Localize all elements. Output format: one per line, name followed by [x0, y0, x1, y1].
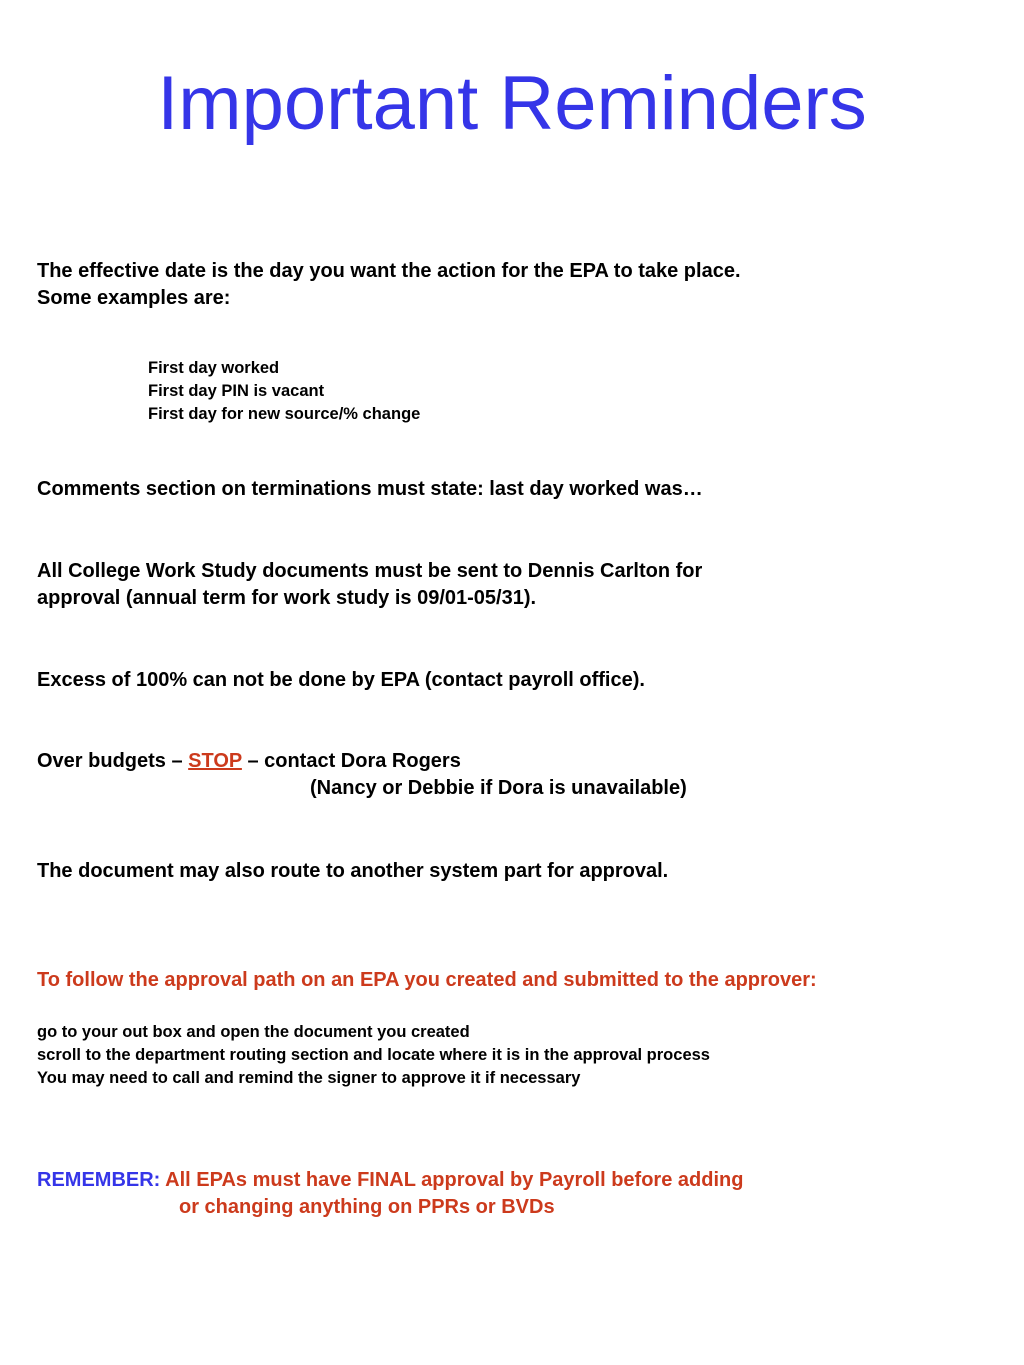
route-note-text: The document may also route to another system part for approval. [37, 860, 669, 882]
work-study-paragraph [37, 558, 702, 612]
comments-note [37, 476, 703, 503]
remember-label: REMEMBER: [37, 1169, 161, 1191]
remember-paragraph [37, 1167, 743, 1221]
effective-date-line-2: Some examples are: [37, 287, 231, 309]
approval-path-heading [37, 967, 817, 994]
approval-step: go to your out box and open the document you created [37, 1023, 470, 1041]
approval-step: scroll to the department routing section and locate where it is in the approval process [37, 1046, 710, 1064]
examples-list [148, 357, 420, 426]
over-budgets-paragraph [37, 748, 687, 802]
remember-line-1 [37, 1167, 743, 1194]
remember-text-1: All EPAs must have FINAL approval by Payroll before adding [160, 1169, 744, 1191]
route-note [37, 858, 668, 885]
remember-line-2: or changing anything on PPRs or BVDs [179, 1196, 555, 1218]
work-study-line-1: All College Work Study documents must be sent to Dennis Carlton for [37, 560, 703, 582]
effective-date-paragraph [37, 258, 741, 312]
approval-path-steps [37, 1021, 710, 1090]
example-item: First day for new source/% change [148, 405, 421, 423]
approval-path-heading-text: To follow the approval path on an EPA you created and submitted to the approver: [37, 969, 817, 991]
effective-date-line-1: The effective date is the day you want the action for the EPA to take place. [37, 260, 741, 282]
over-budgets-line-2: (Nancy or Debbie if Dora is unavailable) [310, 777, 687, 799]
example-item: First day worked [148, 359, 280, 377]
page-title: Important Reminders [157, 61, 867, 146]
over-budgets-prefix: Over budgets – [37, 750, 189, 772]
stop-emphasis: STOP [188, 750, 242, 772]
excess-note-text: Excess of 100% can not be done by EPA (contact payroll office). [37, 669, 645, 691]
work-study-line-2: approval (annual term for work study is 09/01-05/31). [37, 587, 537, 609]
excess-note [37, 667, 645, 694]
over-budgets-line-1 [37, 748, 687, 775]
over-budgets-suffix: – contact Dora Rogers [241, 750, 461, 772]
comments-note-text: Comments section on terminations must state: last day worked was… [37, 478, 703, 500]
approval-step: You may need to call and remind the signer to approve it if necessary [37, 1069, 581, 1087]
example-item: First day PIN is vacant [148, 382, 325, 400]
